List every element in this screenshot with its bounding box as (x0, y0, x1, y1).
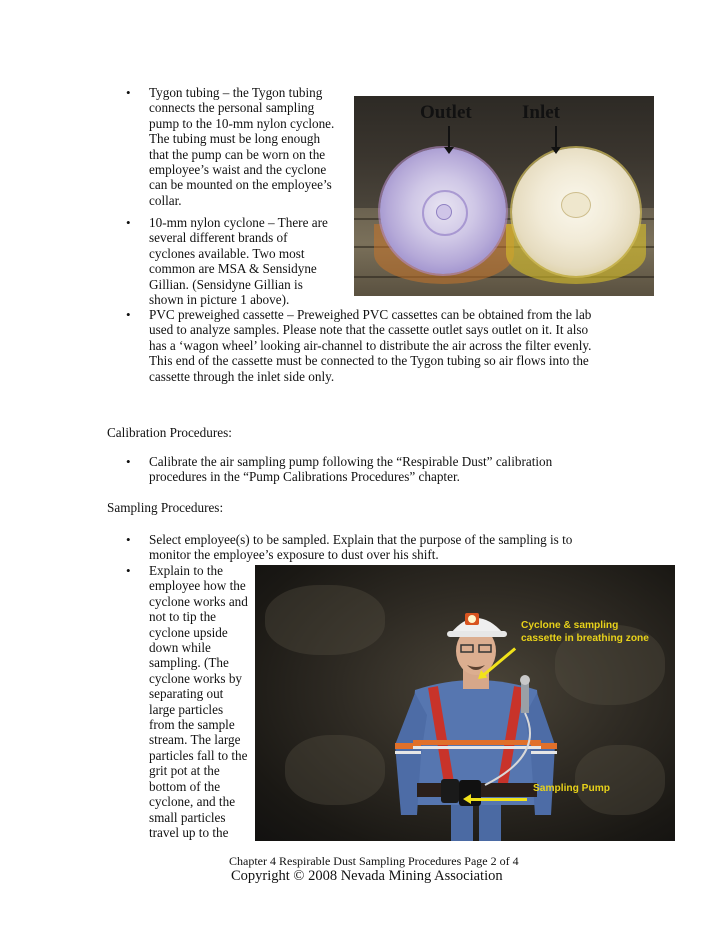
bullet-marker: • (126, 563, 131, 578)
cassette-outlet-disc (380, 148, 506, 274)
caption-cyclone-line2: cassette in breathing zone (521, 633, 649, 644)
calibration-heading: Calibration Procedures: (107, 425, 232, 440)
outlet-nipple (436, 204, 452, 220)
inlet-nipple (561, 192, 591, 218)
outlet-label: Outlet (420, 102, 472, 123)
cassette-inlet-disc (512, 148, 640, 276)
caption-sampling-pump: Sampling Pump (533, 783, 610, 794)
page-footer-chapter: Chapter 4 Respirable Dust Sampling Procedures Page 2 of 4 (229, 854, 519, 868)
pump-pointer-arrow (469, 798, 527, 801)
bullet-select-employee: Select employee(s) to be sampled. Explain that the purpose of the sampling is to monitor the employee’s exposure to dust over his shift. (149, 532, 573, 563)
bullet-explain-cyclone: Explain to the employee how the cyclone works and not to tip the cyclone upside down while sampling. (The cyclone works by separating out large particles from the sample stream. The large particles fall to the grit pot at the bottom of the cyclone, and the small particles travel up to the (149, 563, 248, 840)
sampling-heading: Sampling Procedures: (107, 500, 224, 515)
bullet-calibrate-pump: Calibrate the air sampling pump following the “Respirable Dust” calibration procedures in the “Pump Calibrations Procedures” chapter. (149, 454, 553, 485)
bullet-marker: • (126, 85, 131, 100)
cassette-photo (354, 96, 654, 296)
miner-photo (255, 565, 675, 841)
bullet-marker: • (126, 215, 131, 230)
bullet-marker: • (126, 307, 131, 322)
bullet-tygon-tubing: Tygon tubing – the Tygon tubing connects the personal sampling pump to the 10-mm nylon cyclone. The tubing must be long enough that the pump can be worn on the employee’s waist and the cyclone can be mounted on the employee’s collar. (149, 85, 335, 208)
bullet-pvc-cassette: PVC preweighed cassette – Preweighed PVC cassettes can be obtained from the lab used to analyze samples. Please note that the cassette outlet says outlet on it. It also has a ‘wagon wheel’ looking air-channel to distribute the air across the filter evenly. This end of the cassette must be connected to the Tygon tubing so air flows into the cassette through the inlet side only. (149, 307, 592, 384)
bullet-marker: • (126, 532, 131, 547)
page-footer-copyright: Copyright © 2008 Nevada Mining Association (231, 868, 503, 884)
bullet-nylon-cyclone: 10-mm nylon cyclone – There are several different brands of cyclones available. Two most common are MSA & Sensidyne Gillian. (Sensidyne Gillian is shown in picture 1 above). (149, 215, 328, 308)
outlet-arrow (448, 126, 450, 148)
bullet-marker: • (126, 454, 131, 469)
inlet-arrow (555, 126, 557, 148)
caption-cyclone-line1: Cyclone & sampling (521, 620, 619, 631)
inlet-label: Inlet (522, 102, 560, 123)
